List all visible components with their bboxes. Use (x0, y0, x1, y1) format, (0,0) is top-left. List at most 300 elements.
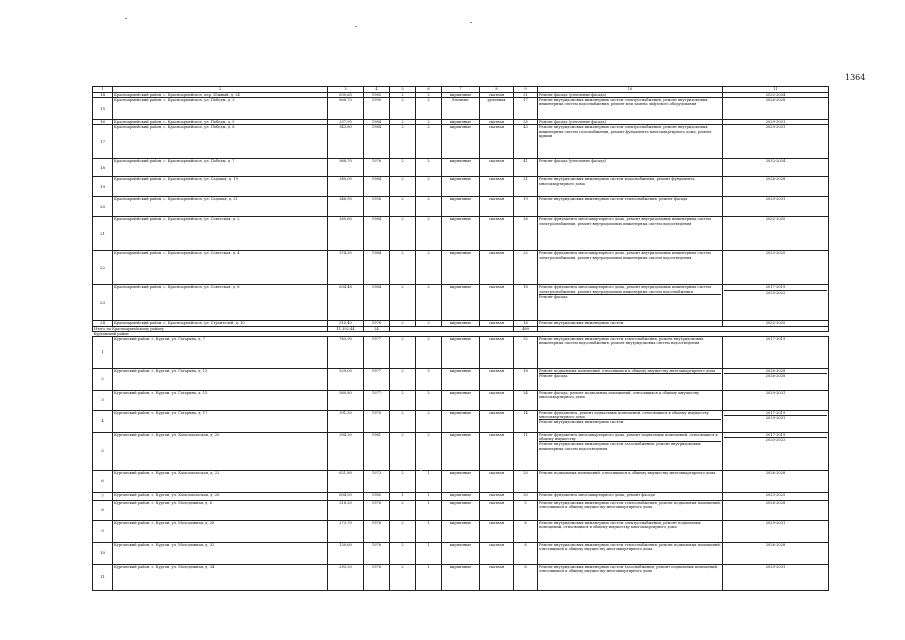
cell-apts: 6 (514, 565, 538, 591)
cell-area: 374,30 (328, 251, 364, 285)
cell-period (723, 433, 829, 471)
table-row (93, 565, 829, 591)
cell-addr: Красноармейский район, с. Красноармейское, ул. Советская, д. 2 (113, 217, 328, 251)
cell-period: 2026-2028 (723, 471, 829, 493)
cell-work: Ремонт внутридомовых инженерных систем теплоснабжения, ремонт внутридомовых инженерных систем водоснабжения, ремонт внутридомовых систем водоотведения (538, 337, 723, 369)
cell-work: Ремонт внутридомовых инженерных систем теплоснабжения; ремонт подвальных помещений, относящихся к общему имуществу многоквартирного дома (538, 501, 723, 521)
cell-n: 3 (93, 391, 113, 411)
cell-period: 2032-2034 (723, 159, 829, 177)
cell-work2-text: Ремонт фасада (539, 294, 721, 299)
cell-period2-text: 2020-2022 (724, 437, 827, 442)
cell-area: 391,30 (328, 411, 364, 433)
cell-roof: скатная (480, 565, 514, 591)
cell-roof: скатная (480, 285, 514, 321)
column-header: 1 (93, 87, 113, 93)
cell-year: 1984 (364, 217, 390, 251)
cell-period: 2026-2028 (723, 501, 829, 521)
cell-wall: кирпичные (442, 369, 480, 391)
cell-wall: кирпичные (442, 197, 480, 217)
cell-p: 1 (416, 543, 442, 565)
cell-period: 2026-2028 (723, 177, 829, 197)
cell-roof: скатная (480, 337, 514, 369)
cell-area: 560,80 (328, 391, 364, 411)
cell-area: 630,65 (328, 93, 364, 98)
cell-wall: кирпичные (442, 501, 480, 521)
cell-apts: 11 (514, 433, 538, 471)
cell-period: 2026-2028 (723, 543, 829, 565)
cell-roof: скатная (480, 369, 514, 391)
cell-year: 1961 (364, 433, 390, 471)
cell-addr: Курганский район, г. Курган, ул. Молодежная, д. 6 (113, 501, 328, 521)
cell-area: 343,80 (328, 125, 364, 159)
table-row (93, 159, 829, 177)
column-header: 4 (364, 87, 390, 93)
cell-n: 16 (93, 120, 113, 125)
cell-roof: скатная (480, 177, 514, 197)
cell-wall: кирпичные (442, 177, 480, 197)
cell-area: 529,00 (328, 369, 364, 391)
cell-period (723, 369, 829, 391)
cell-roof: рулонная (480, 98, 514, 120)
cell-roof: скатная (480, 251, 514, 285)
cell-wall: кирпичные (442, 159, 480, 177)
cell-apts: 20 (514, 493, 538, 501)
table-row (93, 369, 829, 391)
cell-apts: 6 (514, 543, 538, 565)
cell-roof: скатная (480, 321, 514, 326)
cell-period: 2026-2028 (723, 98, 829, 120)
cell-f: 2 (390, 337, 416, 369)
cell-n: 8 (93, 501, 113, 521)
cell-f: 2 (390, 411, 416, 433)
cell-addr: Красноармейский район, с. Красноармейское, ул. Строителей, д. 10 (113, 321, 328, 326)
cell-p: 2 (416, 433, 442, 471)
cell-apts: 32 (514, 337, 538, 369)
cell-apts: 19 (514, 197, 538, 217)
cell-p: 2 (416, 391, 442, 411)
cell-apts: 24 (514, 391, 538, 411)
cell-addr: Курганский район, г. Курган, ул. Гагарина, д. 17 (113, 411, 328, 433)
cell-n: 14 (93, 93, 113, 98)
cell-area: 634,48 (328, 285, 364, 321)
cell-n: 24 (93, 321, 113, 326)
cell-area: 394,30 (328, 433, 364, 471)
cell-period: 2032-2035 (723, 217, 829, 251)
cell-area: 318,20 (328, 501, 364, 521)
cell-apts: 21 (514, 177, 538, 197)
cell-roof: скатная (480, 521, 514, 543)
cell-work: Ремонт внутридомовых инженерных систем теплоснабжения; ремонт подвальных помещений, относящихся к общему имуществу многоквартирного дома (538, 543, 723, 565)
cell-apts: 21 (514, 93, 538, 98)
cell-work-text: Ремонт фундамента многоквартирного дома, ремонт внутридомовых инженерных систем электроснабжения, ремонт внутридомовых инженерных систем водоснабжения (539, 285, 711, 294)
cell-wall: кирпичные (442, 321, 480, 326)
cell-area: 763,90 (328, 337, 364, 369)
cell-n: 20 (93, 197, 113, 217)
cell-f: 2 (390, 93, 416, 98)
cell-p: 2 (416, 159, 442, 177)
cell-wall: кирпичные (442, 337, 480, 369)
cell-n: 5 (93, 433, 113, 471)
cell-work: Ремонт внутридомовых инженерных систем электроснабжения; ремонт подвальных помещений, относящихся к общему имуществу многоквартирного дома (538, 521, 723, 543)
cell-year: 1977 (364, 337, 390, 369)
cell-wall: кирпичные (442, 217, 480, 251)
document-table-frame (92, 86, 828, 591)
cell-year: 1976 (364, 321, 390, 326)
cell-area: 868,70 (328, 98, 364, 120)
cell-apts: 41 (514, 159, 538, 177)
cell-n: 7 (93, 493, 113, 501)
table-row (93, 471, 829, 493)
table-row (93, 285, 829, 321)
cell-work: Ремонт внутридомовых инженерных систем теплоснабжения, ремонт фасада (538, 197, 723, 217)
cell-f: 2 (390, 391, 416, 411)
page-number: 1364 (845, 73, 866, 82)
cell-wall: кирпичные (442, 521, 480, 543)
cell-roof: скатная (480, 471, 514, 493)
cell-period (723, 285, 829, 321)
cell-roof: скатная (480, 125, 514, 159)
cell-p: 2 (416, 411, 442, 433)
cell-wall: кирпичные (442, 433, 480, 471)
cell-p: 2 (416, 177, 442, 197)
cell-apts: 17 (514, 98, 538, 120)
cell-f: 2 (390, 159, 416, 177)
housing-repair-table (92, 86, 829, 591)
cell-work: Ремонт внутридомовых инженерных систем электроснабжения, ремонт внутридомовых инженерных систем водоснабжения, ремонт или замена лифтового оборудования (538, 98, 723, 120)
cell-addr: Красноармейский район, с. Красноармейское, ул. Победы, д. 3 (113, 98, 328, 120)
cell-addr: Красноармейский район, с. Красноармейское, ул. Победы, д. 7 (113, 159, 328, 177)
cell-apts: 43 (514, 125, 538, 159)
cell-work: Ремонт фасада; ремонт подвальных помещений, относящихся к общему имуществу многоквартирного дома (538, 391, 723, 411)
cell-apts: 26 (514, 217, 538, 251)
cell-apts: 18 (514, 369, 538, 391)
cell-n: 18 (93, 159, 113, 177)
cell-year: 1985 (364, 93, 390, 98)
cell-year: 1976 (364, 159, 390, 177)
cell-addr: Красноармейский район, с. Красноармейское, ул. Победы, д. 5 (113, 120, 328, 125)
total-area: 11 392,44 (328, 326, 364, 331)
scan-speck (125, 18, 127, 19)
cell-p: 1 (416, 501, 442, 521)
cell-f: 1 (390, 493, 416, 501)
cell-f: 2 (390, 177, 416, 197)
cell-p: 2 (416, 197, 442, 217)
cell-work: Ремонт фундамента многоквартирного дома, ремонт внутридомовых инженерных систем электроснабжения, ремонт внутридомовых инженерных систем водоотведения (538, 217, 723, 251)
cell-p: 2 (416, 251, 442, 285)
column-header: 10 (538, 87, 723, 93)
cell-period2-text: 2029-2031 (724, 415, 827, 420)
cell-year: 1958 (364, 197, 390, 217)
cell-n: 15 (93, 98, 113, 120)
cell-period (723, 411, 829, 433)
cell-p: 1 (416, 521, 442, 543)
cell-year: 1984 (364, 251, 390, 285)
cell-n: 21 (93, 217, 113, 251)
cell-apts: 14 (514, 411, 538, 433)
cell-roof: скатная (480, 159, 514, 177)
cell-addr: Курганский район, г. Курган, ул. Гагарина, д. 7 (113, 337, 328, 369)
table-row (93, 521, 829, 543)
cell-f: 2 (390, 321, 416, 326)
cell-p: 2 (416, 93, 442, 98)
cell-n: 17 (93, 125, 113, 159)
cell-year: 1977 (364, 369, 390, 391)
cell-apts: 6 (514, 521, 538, 543)
table-row (93, 411, 829, 433)
cell-period: 2032-2034 (723, 93, 829, 98)
cell-area: 237,95 (328, 120, 364, 125)
cell-apts: 5 (514, 501, 538, 521)
cell-roof: скатная (480, 120, 514, 125)
cell-period: 2017-2019 (723, 337, 829, 369)
cell-area: 510,40 (328, 321, 364, 326)
cell-addr: Курганский район, г. Курган, ул. Молодежная, д. 32 (113, 543, 328, 565)
cell-p: 2 (416, 120, 442, 125)
cell-period-text: 2017-2019 (765, 411, 786, 416)
cell-area: 273,70 (328, 521, 364, 543)
cell-n: 22 (93, 251, 113, 285)
column-header: 6 (416, 87, 442, 93)
cell-addr: Курганский район, г. Курган, ул. Комсомольская, д. 26 (113, 493, 328, 501)
cell-n: 1 (93, 337, 113, 369)
cell-area: 968,70 (328, 159, 364, 177)
cell-area: 621,80 (328, 471, 364, 493)
cell-period: 2029-2031 (723, 125, 829, 159)
cell-addr: Красноармейский район, с. Красноармейское, ул. Садовая, д. 19 (113, 177, 328, 197)
cell-addr: Красноармейский район, с. Красноармейское, ул. Садовая, д. 21 (113, 197, 328, 217)
table-row (93, 433, 829, 471)
cell-addr: Курганский район, г. Курган, ул. Молодежная, д. 34 (113, 565, 328, 591)
cell-n: 2 (93, 369, 113, 391)
cell-n: 4 (93, 411, 113, 433)
cell-period-text: 2017-2019 (765, 433, 786, 438)
cell-wall: кирпичные (442, 543, 480, 565)
cell-area: 380,00 (328, 177, 364, 197)
cell-roof: скатная (480, 197, 514, 217)
cell-year: 1976 (364, 521, 390, 543)
cell-roof: скатная (480, 493, 514, 501)
cell-period: 2023-2025 (723, 251, 829, 285)
column-header: 2 (113, 87, 328, 93)
cell-work: Ремонт внутридомовых инженерных систем электроснабжения, ремонт внутридомовых инженерных систем газоснабжения, ремонт фундамента многоквартирного дома, ремонт крыши (538, 125, 723, 159)
cell-p: 1 (416, 565, 442, 591)
cell-area: 604,50 (328, 493, 364, 501)
cell-addr: Курганский район, г. Курган, ул. Гагарина, д. 13 (113, 369, 328, 391)
cell-n: 10 (93, 543, 113, 565)
cell-f: 2 (390, 251, 416, 285)
cell-wall: кирпичные (442, 391, 480, 411)
table-row (93, 177, 829, 197)
cell-period: 2029-2031 (723, 197, 829, 217)
cell-year: 1976 (364, 501, 390, 521)
cell-addr: Красноармейский район, с. Красноармейское, ул. Советская, д. 6 (113, 285, 328, 321)
column-header: 7 (442, 87, 480, 93)
cell-work: Ремонт фасада (утепление фасада) (538, 120, 723, 125)
cell-roof: скатная (480, 411, 514, 433)
cell-work: Ремонт фундамента многоквартирного дома; ремонт фасада (538, 493, 723, 501)
cell-p: 2 (416, 98, 442, 120)
cell-roof: скатная (480, 543, 514, 565)
cell-p: 2 (416, 321, 442, 326)
cell-period: 2023-2025 (723, 493, 829, 501)
cell-year: 1980 (364, 493, 390, 501)
cell-f: 2 (390, 120, 416, 125)
cell-work: Ремонт фасада (утепление фасада) (538, 159, 723, 177)
cell-year: 1984 (364, 285, 390, 321)
cell-wall: кирпичные (442, 120, 480, 125)
cell-work: Ремонт фасада (утепление фасада) (538, 93, 723, 98)
cell-work: Ремонт фундамента многоквартирного дома, ремонт внутридомовых инженерных систем электроснабжения, ремонт внутридомовых инженерных систем водоотведения (538, 251, 723, 285)
cell-wall: кирпичные (442, 251, 480, 285)
cell-period: 2032-2035 (723, 321, 829, 326)
cell-p: 1 (416, 493, 442, 501)
total-count: 24 (364, 326, 390, 331)
cell-f: 2 (390, 217, 416, 251)
cell-apts: 16 (514, 321, 538, 326)
cell-addr: Курганский район, г. Курган, ул. Комсомольская, д. 20 (113, 433, 328, 471)
cell-wall: кирпичные (442, 285, 480, 321)
cell-p: 2 (416, 217, 442, 251)
scan-speck (420, 470, 422, 471)
cell-p: 2 (416, 125, 442, 159)
cell-n: 11 (93, 565, 113, 591)
cell-period-text: 2026-2028 (765, 369, 786, 374)
cell-f: 2 (390, 285, 416, 321)
cell-f: 2 (390, 471, 416, 493)
cell-f: 2 (390, 565, 416, 591)
cell-wall: кирпичные (442, 565, 480, 591)
cell-area: 269,60 (328, 217, 364, 251)
cell-year: 1984 (364, 120, 390, 125)
cell-roof: скатная (480, 501, 514, 521)
scan-speck (355, 26, 357, 27)
cell-p: 2 (416, 285, 442, 321)
cell-work-text: Ремонт фундамента многоквартирного дома, ремонт подвальных помещений, относящихся к общему имуществу (539, 433, 718, 442)
cell-period-text: 2017-2019 (765, 285, 786, 290)
total-apartments: 489 (514, 326, 538, 331)
cell-roof: скатная (480, 391, 514, 411)
cell-wall: кирпичные (442, 471, 480, 493)
cell-wall: кирпичные (442, 411, 480, 433)
scan-speck (470, 22, 472, 23)
table-row (93, 543, 829, 565)
cell-p: 2 (416, 337, 442, 369)
cell-work-text: Ремонт фундамента, ремонт подвальных помещений, относящихся к общему имуществу многоквартирного дома (539, 411, 709, 420)
cell-period: 2029-2031 (723, 565, 829, 591)
cell-year: 1976 (364, 543, 390, 565)
table-row (93, 391, 829, 411)
cell-f: 2 (390, 125, 416, 159)
cell-p: 1 (416, 471, 442, 493)
section-title: Курганский район (93, 331, 829, 336)
cell-period: 2029-2031 (723, 391, 829, 411)
cell-year: 1970 (364, 411, 390, 433)
cell-addr: Красноармейский район, с. Красноармейское, ул. Победы, д. 6 (113, 125, 328, 159)
column-header: 11 (723, 87, 829, 93)
cell-wall: блочные (442, 98, 480, 120)
cell-period: 2029-2031 (723, 120, 829, 125)
cell-n: 6 (93, 471, 113, 493)
table-row (93, 501, 829, 521)
cell-n: 9 (93, 521, 113, 543)
cell-year: 1976 (364, 565, 390, 591)
column-header: 5 (390, 87, 416, 93)
cell-roof: скатная (480, 433, 514, 471)
cell-year: 1984 (364, 125, 390, 159)
cell-f: 2 (390, 501, 416, 521)
cell-f: 2 (390, 369, 416, 391)
cell-n: 19 (93, 177, 113, 197)
cell-period: 2029-2031 (723, 521, 829, 543)
cell-f: 2 (390, 433, 416, 471)
cell-apts: 25 (514, 120, 538, 125)
cell-work (538, 433, 723, 471)
cell-f: 2 (390, 197, 416, 217)
cell-area: 293,20 (328, 565, 364, 591)
cell-work (538, 285, 723, 321)
column-header: 3 (328, 87, 364, 93)
cell-work (538, 369, 723, 391)
cell-addr: Красноармейский район, с. Красноармейское, пер. Южный, д. 24 (113, 93, 328, 98)
cell-year: 1977 (364, 391, 390, 411)
table-row (93, 217, 829, 251)
cell-work (538, 411, 723, 433)
table-row (93, 98, 829, 120)
cell-n: 23 (93, 285, 113, 321)
cell-apts: 18 (514, 285, 538, 321)
table-row (93, 493, 829, 501)
cell-year: 1973 (364, 471, 390, 493)
cell-apts: 22 (514, 251, 538, 285)
cell-f: 2 (390, 98, 416, 120)
table-row (93, 197, 829, 217)
cell-roof: скатная (480, 93, 514, 98)
cell-roof: скатная (480, 217, 514, 251)
cell-area: 348,90 (328, 197, 364, 217)
cell-wall: кирпичные (442, 493, 480, 501)
cell-work: Ремонт внутридомовых инженерных систем водоснабжения, ремонт фундамента многоквартирного дома (538, 177, 723, 197)
cell-addr: Курганский район, г. Курган, ул. Молодежная, д. 28 (113, 521, 328, 543)
cell-addr: Курганский район, г. Курган, ул. Гагарина, д. 15 (113, 391, 328, 411)
column-header: 8 (480, 87, 514, 93)
cell-work-text: Ремонт подвальных помещений, относящихся к общему имуществу многоквартирного дома (539, 369, 716, 374)
table-row (93, 251, 829, 285)
cell-wall: кирпичные (442, 93, 480, 98)
cell-period2-text: 2026-2028 (724, 373, 827, 378)
total-label: Итого по Красноармейскому району (93, 326, 328, 331)
table-row (93, 337, 829, 369)
cell-apts: 20 (514, 471, 538, 493)
cell-f: 2 (390, 521, 416, 543)
cell-work: Ремонт внутридомовых инженерных систем (538, 321, 723, 326)
cell-work2-text: Ремонт внутридомовых инженерных систем газоснабжения, ремонт внутридомовых инженерных систем водоотведения (539, 441, 721, 450)
cell-work: Ремонт внутридомовых инженерных систем газоснабжения; ремонт подвальных помещений, относящихся к общему имуществу многоквартирного дома (538, 565, 723, 591)
cell-addr: Красноармейский район, с. Красноармейское, ул. Советская, д. 4 (113, 251, 328, 285)
cell-f: 2 (390, 543, 416, 565)
cell-wall: кирпичные (442, 125, 480, 159)
table-row (93, 125, 829, 159)
cell-p: 3 (416, 369, 442, 391)
cell-period2-text: 2020-2022 (724, 290, 827, 295)
cell-addr: Курганский район, г. Курган, ул. Комсомольская, д. 22 (113, 471, 328, 493)
cell-work2-text: Ремонт внутридомовых инженерных систем (539, 419, 721, 424)
cell-work: Ремонт подвальных помещений, относящихся к общему имуществу многоквартирного дома (538, 471, 723, 493)
cell-year: 1984 (364, 177, 390, 197)
cell-area: 130,60 (328, 543, 364, 565)
column-header: 9 (514, 87, 538, 93)
cell-work2-text: Ремонт фасада (539, 373, 721, 378)
cell-year: 1990 (364, 98, 390, 120)
